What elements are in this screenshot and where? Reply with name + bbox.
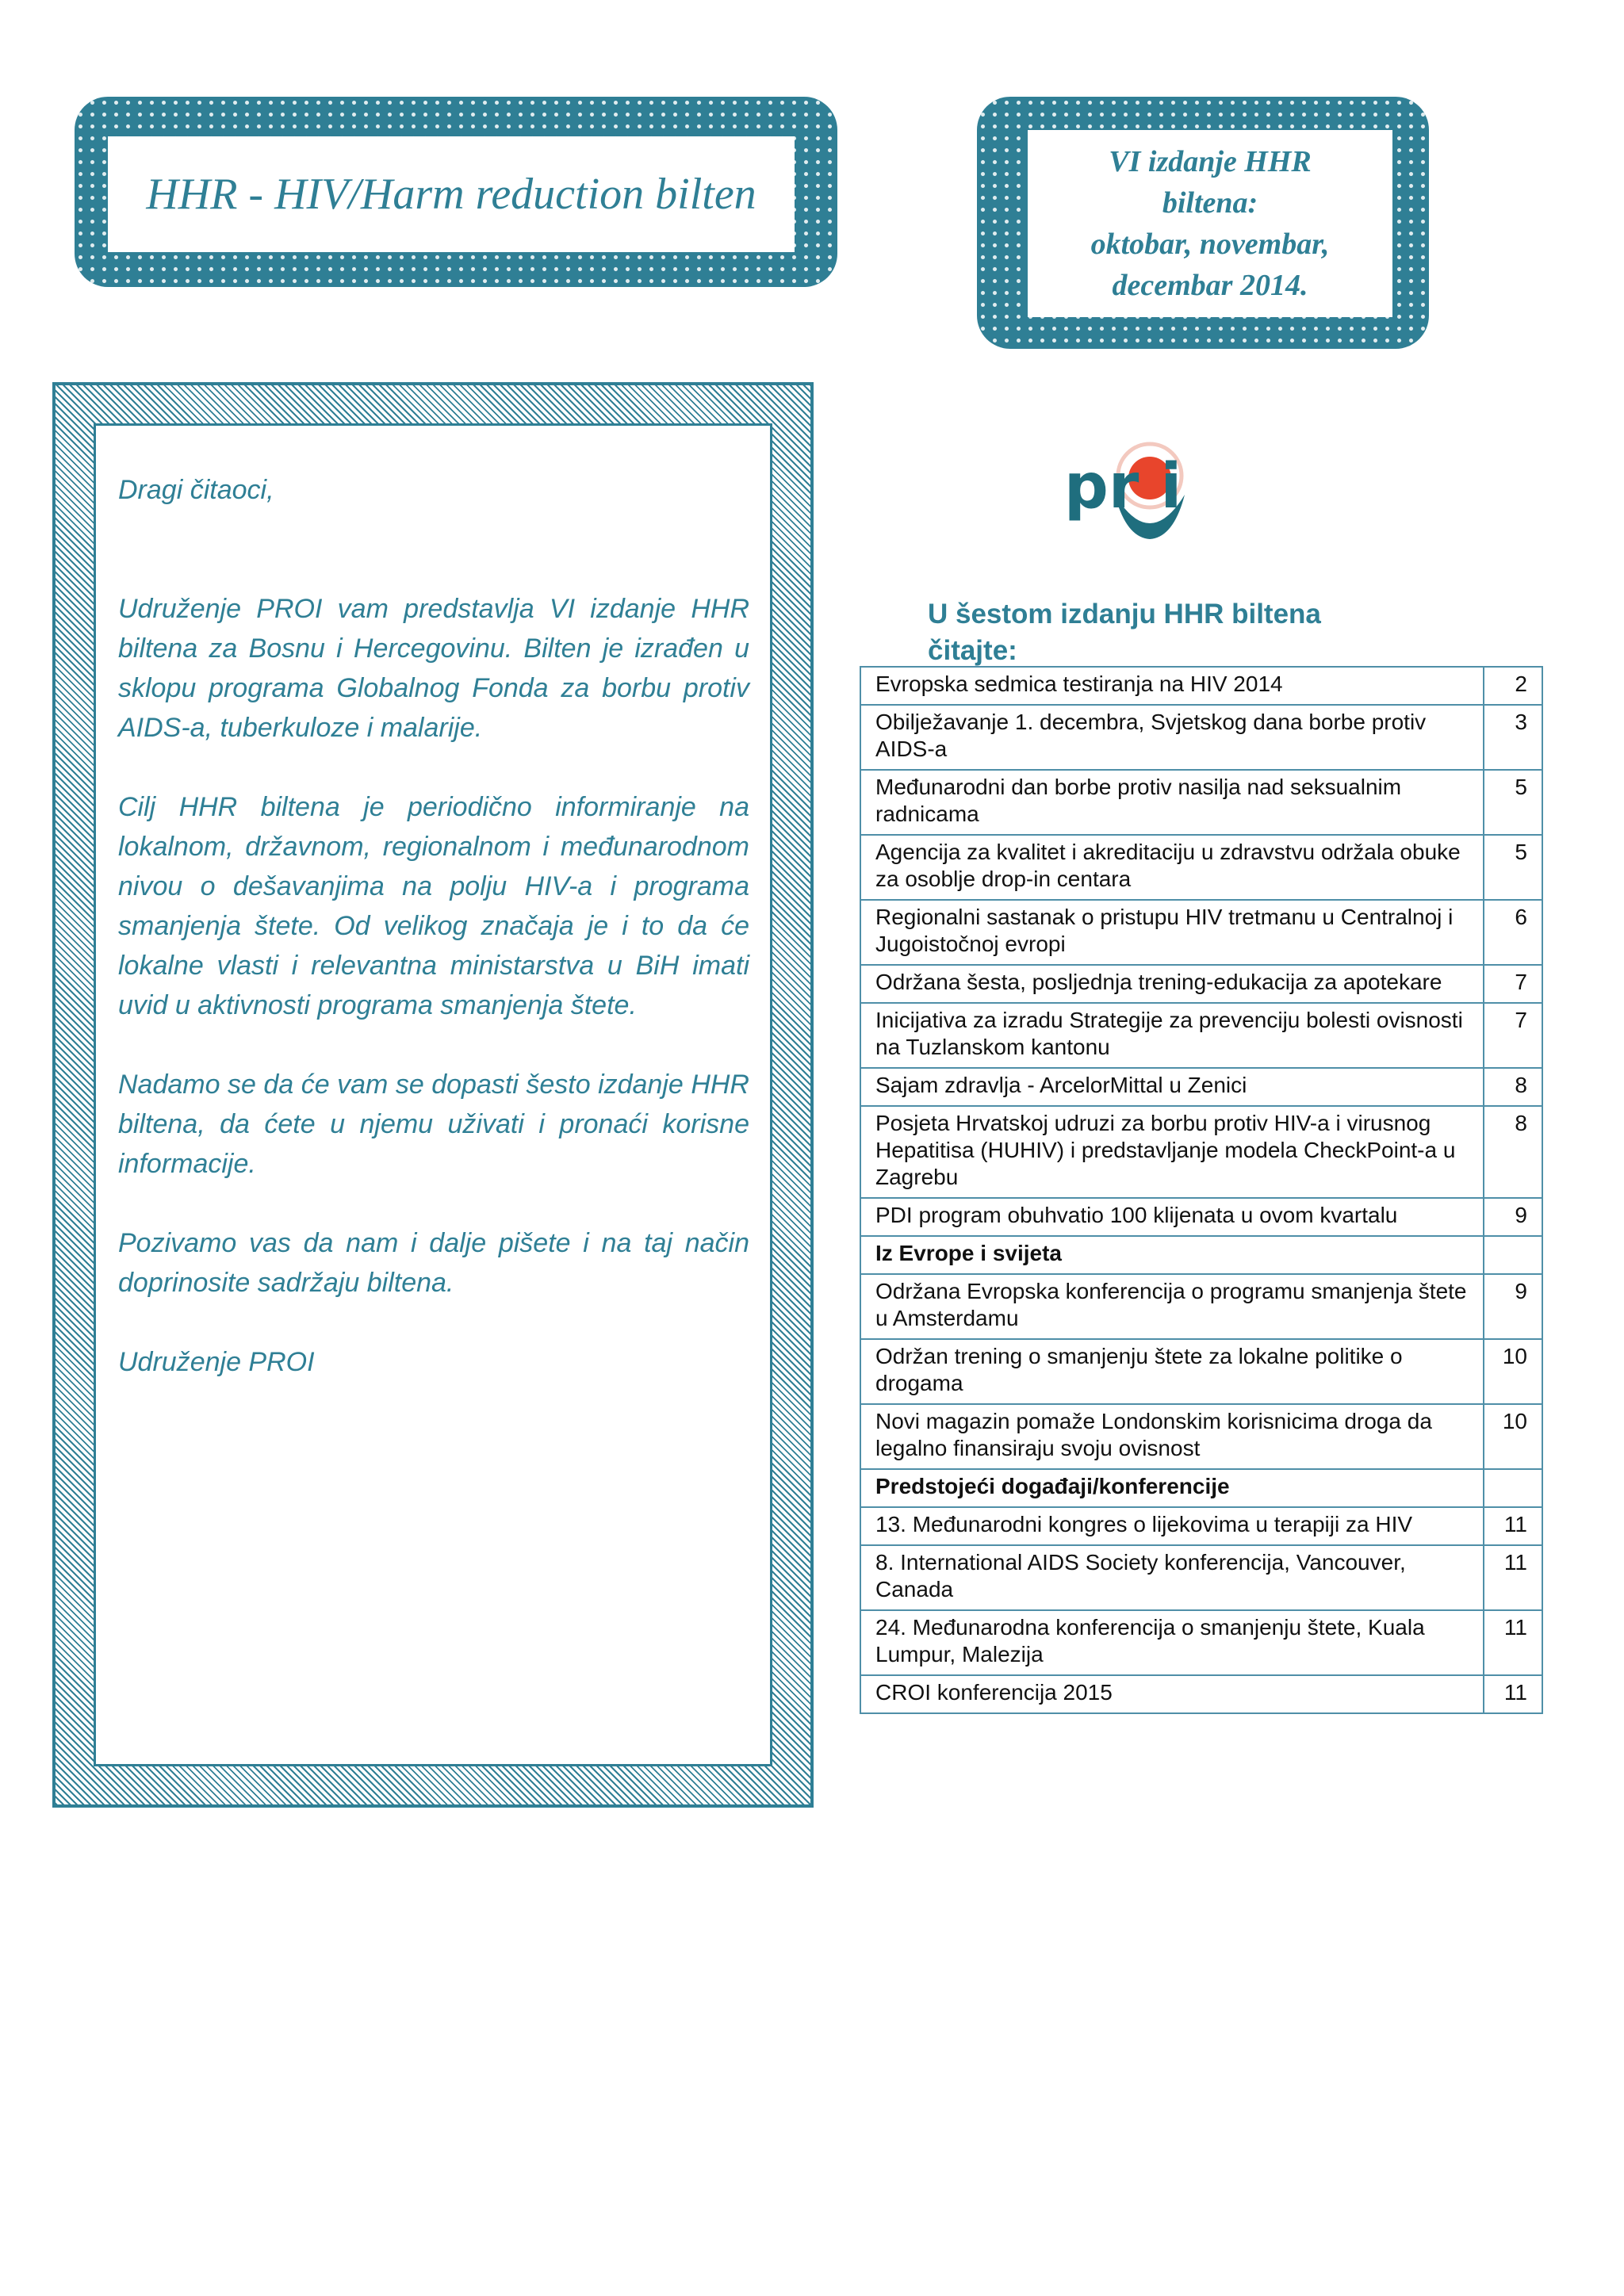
toc-section-row xyxy=(860,1236,1542,1274)
letter-greeting: Dragi čitaoci, xyxy=(118,475,274,505)
toc-item-title: CROI konferencija 2015 xyxy=(860,1675,1484,1713)
toc-row xyxy=(860,1404,1542,1469)
toc-row xyxy=(860,900,1542,965)
toc-page-number: 11 xyxy=(1484,1507,1542,1545)
toc-page-number: 8 xyxy=(1484,1106,1542,1198)
toc-item-title: Evropska sedmica testiranja na HIV 2014 xyxy=(860,667,1484,705)
letter-paragraph: Nadamo se da će vam se dopasti šesto izdanje HHR biltena, da ćete u njemu uživati i pronaći korisne informacije. xyxy=(118,1070,749,1179)
toc-item-title: Novi magazin pomaže Londonskim korisnicima droga da legalno finansiraju svoju ovisnost xyxy=(860,1404,1484,1469)
toc-row xyxy=(860,1610,1542,1675)
toc-page-number: 7 xyxy=(1484,965,1542,1003)
toc-row xyxy=(860,1068,1542,1106)
toc-row xyxy=(860,770,1542,835)
toc-item-title: 8. International AIDS Society konferencija, Vancouver, Canada xyxy=(860,1545,1484,1610)
table-of-contents xyxy=(860,666,1543,1714)
letter-signature: Udruženje PROI xyxy=(118,1347,315,1377)
letter-paragraph: Pozivamo vas da nam i dalje pišete i na taj način doprinosite sadržaju biltena. xyxy=(118,1228,749,1298)
editorial-letter-frame xyxy=(52,382,814,1808)
toc-page-number xyxy=(1484,1236,1542,1274)
toc-page-number: 11 xyxy=(1484,1545,1542,1610)
toc-row xyxy=(860,667,1542,705)
edition-line: biltena: xyxy=(1162,186,1258,220)
toc-page-number: 8 xyxy=(1484,1068,1542,1106)
toc-page-number: 10 xyxy=(1484,1404,1542,1469)
toc-item-title: Sajam zdravlja - ArcelorMittal u Zenici xyxy=(860,1068,1484,1106)
toc-item-title: Inicijativa za izradu Strategije za prevenciju bolesti ovisnosti na Tuzlanskom kantonu xyxy=(860,1003,1484,1068)
toc-page-number: 9 xyxy=(1484,1274,1542,1339)
toc-section-row xyxy=(860,1469,1542,1507)
letter-paragraph: Udruženje PROI vam predstavlja VI izdanje HHR biltena za Bosnu i Hercegovinu. Bilten je izrađen u sklopu programa Globalnog Fonda za borbu protiv AIDS-a, tuberkuloze i malarije. xyxy=(118,594,749,743)
toc-item-title: Održana Evropska konferencija o programu smanjenja štete u Amsterdamu xyxy=(860,1274,1484,1339)
toc-page-number: 2 xyxy=(1484,667,1542,705)
toc-item-title: Agencija za kvalitet i akreditaciju u zdravstvu održala obuke za osoblje drop-in centara xyxy=(860,835,1484,900)
toc-item-title: Međunarodni dan borbe protiv nasilja nad seksualnim radnicama xyxy=(860,770,1484,835)
toc-item-title: PDI program obuhvatio 100 klijenata u ovom kvartalu xyxy=(860,1198,1484,1236)
edition-line: VI izdanje HHR xyxy=(1109,145,1312,178)
newsletter-title: HHR - HIV/Harm reduction bilten xyxy=(108,136,795,252)
toc-page-number: 5 xyxy=(1484,835,1542,900)
toc-page-number: 11 xyxy=(1484,1675,1542,1713)
proi-logo xyxy=(1063,419,1237,560)
toc-item-title: Obilježavanje 1. decembra, Svjetskog dana borbe protiv AIDS-a xyxy=(860,705,1484,770)
toc-row xyxy=(860,1274,1542,1339)
toc-page-number: 10 xyxy=(1484,1339,1542,1404)
toc-row xyxy=(860,1545,1542,1610)
toc-row xyxy=(860,965,1542,1003)
toc-row xyxy=(860,1675,1542,1713)
logo-wordmark: pr i xyxy=(1064,451,1182,522)
toc-item-title: Predstojeći događaji/konferencije xyxy=(860,1469,1484,1507)
letter-paragraph: Cilj HHR biltena je periodično informiranje na lokalnom, državnom, regionalnom i međunarodnom nivou o dešavanjima na polju HIV-a i programa smanjenja štete. Od velikog značaja je i to da će lokalne vlasti i relevantna ministarstva u BiH imati uvid u aktivnosti programa smanjenja štete. xyxy=(118,792,749,1020)
toc-item-title: Iz Evrope i svijeta xyxy=(860,1236,1484,1274)
toc-row xyxy=(860,835,1542,900)
edition-banner xyxy=(977,97,1429,349)
toc-item-title: Održana šesta, posljednja trening-edukacija za apotekare xyxy=(860,965,1484,1003)
toc-page-number xyxy=(1484,1469,1542,1507)
toc-page-number: 5 xyxy=(1484,770,1542,835)
toc-page-number: 6 xyxy=(1484,900,1542,965)
toc-row xyxy=(860,1003,1542,1068)
edition-line: oktobar, novembar, xyxy=(1090,228,1330,261)
toc-item-title: Održan trening o smanjenju štete za lokalne politike o drogama xyxy=(860,1339,1484,1404)
toc-item-title: Regionalni sastanak o pristupu HIV tretmanu u Centralnoj i Jugoistočnoj evropi xyxy=(860,900,1484,965)
toc-heading: U šestom izdanju HHR biltena čitajte: xyxy=(928,599,1321,666)
title-banner xyxy=(75,97,837,287)
editorial-letter xyxy=(94,423,772,1766)
toc-row xyxy=(860,1106,1542,1198)
toc-row xyxy=(860,1339,1542,1404)
toc-item-title: Posjeta Hrvatskoj udruzi za borbu protiv HIV-a i virusnog Hepatitisa (HUHIV) i predstavljanje modela CheckPoint-a u Zagrebu xyxy=(860,1106,1484,1198)
edition-line: decembar 2014. xyxy=(1112,269,1308,302)
toc-row xyxy=(860,1198,1542,1236)
toc-row xyxy=(860,705,1542,770)
toc-page-number: 3 xyxy=(1484,705,1542,770)
toc-page-number: 11 xyxy=(1484,1610,1542,1675)
toc-page-number: 7 xyxy=(1484,1003,1542,1068)
edition-info xyxy=(1028,130,1392,317)
toc-item-title: 13. Međunarodni kongres o lijekovima u terapiji za HIV xyxy=(860,1507,1484,1545)
toc-page-number: 9 xyxy=(1484,1198,1542,1236)
toc-item-title: 24. Međunarodna konferencija o smanjenju štete, Kuala Lumpur, Malezija xyxy=(860,1610,1484,1675)
toc-row xyxy=(860,1507,1542,1545)
